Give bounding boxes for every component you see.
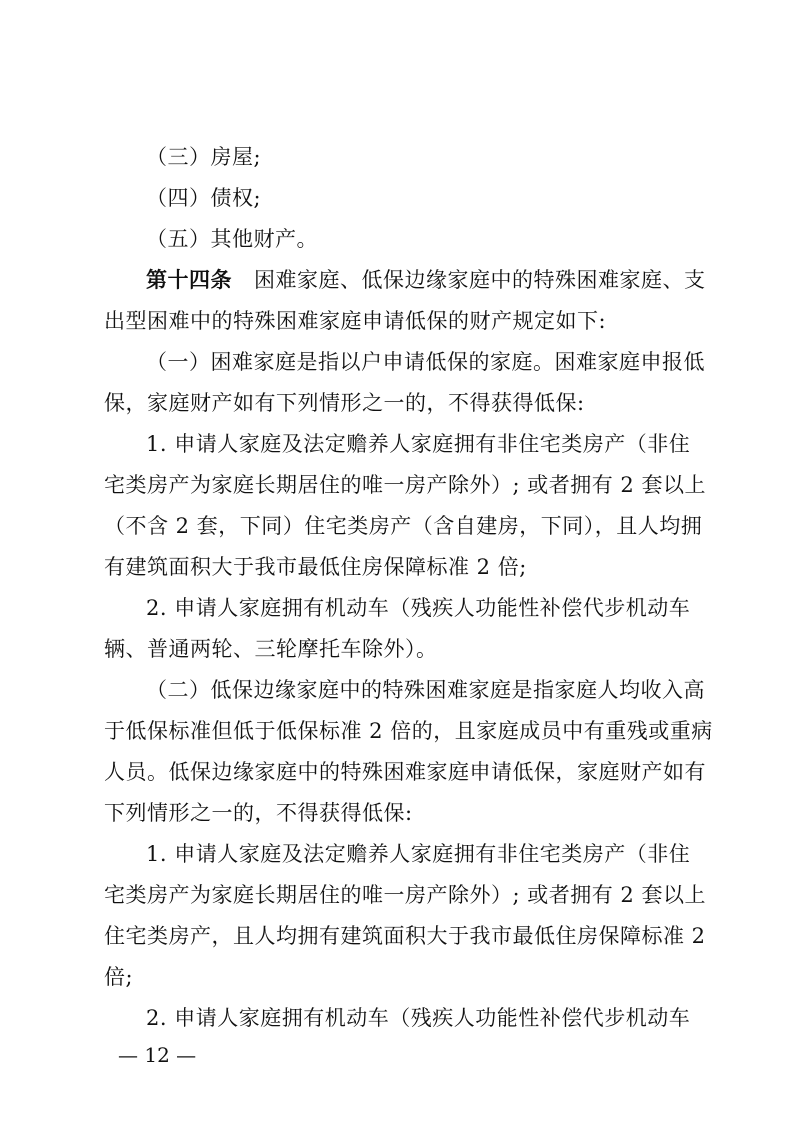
paragraph-line: 2. 申请人家庭拥有机动车（残疾人功能性补偿代步机动车 bbox=[146, 596, 691, 620]
paragraph-line: （二）低保边缘家庭中的特殊困难家庭是指家庭人均收入高 bbox=[146, 678, 705, 702]
paragraph-line: 1. 申请人家庭及法定赡养人家庭拥有非住宅类房产（非住 bbox=[146, 842, 691, 866]
paragraph-line: 宅类房产为家庭长期居住的唯一房产除外）; 或者拥有 2 套以上 bbox=[104, 883, 706, 907]
paragraph-line: 住宅类房产，且人均拥有建筑面积大于我市最低住房保障标准 2 bbox=[104, 924, 706, 948]
paragraph-line: 倍; bbox=[104, 965, 134, 989]
paragraph-line: 下列情形之一的，不得获得低保: bbox=[104, 801, 413, 825]
paragraph-line: （不含 2 套，下同）住宅类房产（含自建房，下同），且人均拥 bbox=[104, 514, 703, 538]
paragraph-line: 宅类房产为家庭长期居住的唯一房产除外）; 或者拥有 2 套以上 bbox=[104, 473, 706, 497]
paragraph-line: 有建筑面积大于我市最低住房保障标准 2 倍; bbox=[104, 555, 527, 579]
paragraph-text: 困难家庭、低保边缘家庭中的特殊困难家庭、支 bbox=[254, 268, 706, 292]
paragraph-line: 出型困难中的特殊困难家庭申请低保的财产规定如下: bbox=[104, 309, 607, 333]
paragraph-line: 保，家庭财产如有下列情形之一的，不得获得低保: bbox=[104, 391, 585, 415]
paragraph-line: 2. 申请人家庭拥有机动车（残疾人功能性补偿代步机动车 bbox=[146, 1006, 691, 1030]
paragraph-line: 辆、普通两轮、三轮摩托车除外）。 bbox=[104, 637, 438, 661]
article-14-first-line bbox=[146, 267, 706, 292]
paragraph-line: （四）债权; bbox=[146, 186, 262, 210]
paragraph-line: 于低保标准但低于低保标准 2 倍的，且家庭成员中有重残或重病 bbox=[104, 719, 713, 743]
page-number: — 12 — bbox=[118, 1043, 197, 1067]
paragraph-line: （一）困难家庭是指以户申请低保的家庭。困难家庭申报低 bbox=[146, 350, 705, 374]
paragraph-line: （五）其他财产。 bbox=[146, 227, 318, 251]
article-label: 第十四条 bbox=[146, 267, 232, 292]
paragraph-line: （三）房屋; bbox=[146, 145, 262, 169]
paragraph-line: 1. 申请人家庭及法定赡养人家庭拥有非住宅类房产（非住 bbox=[146, 432, 691, 456]
paragraph-line: 人员。低保边缘家庭中的特殊困难家庭申请低保，家庭财产如有 bbox=[104, 760, 706, 784]
